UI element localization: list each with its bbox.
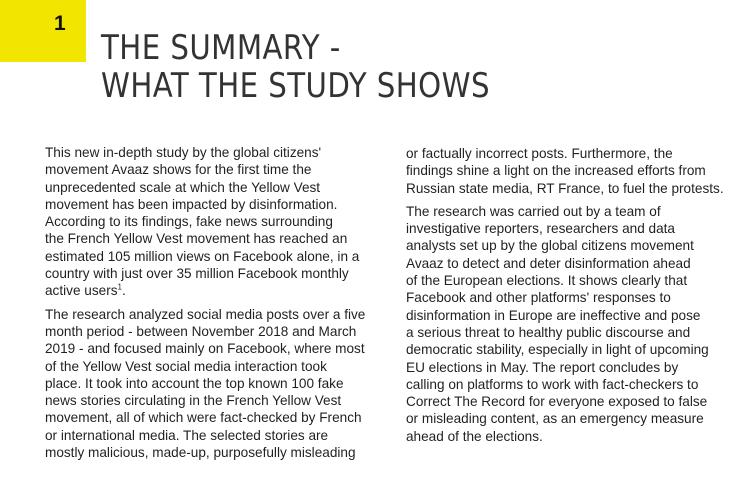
text-line: investigative reporters, researchers and data: [406, 221, 675, 237]
text-line: The research analyzed social media posts over a five: [45, 306, 366, 322]
text-line: estimated 105 million views on Facebook alone, in a: [45, 248, 360, 264]
text-line: mostly malicious, made-up, purposefully misleading: [45, 445, 356, 461]
left-paragraph-2: [45, 306, 395, 462]
text-line: movement, all of which were fact-checked by French: [45, 410, 362, 426]
text-line: country with just over 35 million Facebook monthly: [45, 266, 349, 282]
text-line: of the European elections. It shows clearly that: [406, 273, 688, 289]
text-line: place. It took into account the top known 100 fake: [45, 375, 344, 391]
title-line-2: WHAT THE STUDY SHOWS: [101, 66, 490, 106]
text-line: a serious threat to healthy public discourse and: [406, 324, 691, 340]
right-paragraph-2: [406, 203, 746, 445]
text-line: findings shine a light on the increased efforts from: [406, 163, 706, 179]
section-number: 1: [54, 12, 66, 35]
text-line: ahead of the elections.: [406, 428, 543, 444]
text-line: [45, 282, 395, 299]
text-line: the French Yellow Vest movement has reached an: [45, 231, 348, 247]
footnote-marker: 1: [117, 282, 122, 292]
section-number-badge: [0, 0, 86, 62]
text-fragment: .: [121, 283, 126, 299]
right-column: [406, 145, 746, 451]
text-line: This new in-depth study by the global citizens': [45, 145, 322, 160]
right-paragraph-1: [406, 145, 746, 197]
text-line: calling on platforms to work with fact-checkers to: [406, 376, 699, 392]
text-line: movement has been impacted by disinformation.: [45, 196, 338, 212]
text-line: Russian state media, RT France, to fuel the protests.: [406, 180, 724, 196]
text-line: disinformation in Europe are ineffective and pose: [406, 307, 701, 323]
text-line: news stories circulating in the French Yellow Vest: [45, 393, 342, 409]
text-line: Correct The Record for everyone exposed to false: [406, 394, 708, 410]
text-line: month period - between November 2018 and March: [45, 323, 357, 339]
text-line: Avaaz to detect and deter disinformation ahead: [406, 255, 691, 271]
text-line: movement Avaaz shows for the first time the: [45, 162, 312, 178]
text-line: EU elections in May. The report concludes by: [406, 359, 679, 375]
text-line: or factually incorrect posts. Furthermore, the: [406, 146, 673, 161]
text-line: The research was carried out by a team of: [406, 203, 661, 219]
text-line: or international media. The selected stories are: [45, 427, 329, 443]
title-line-1: THE SUMMARY -: [101, 28, 341, 68]
text-line: or misleading content, as an emergency measure: [406, 411, 704, 427]
text-line: Facebook and other platforms' responses to: [406, 290, 671, 306]
text-line: 2019 - and focused mainly on Facebook, where most: [45, 341, 365, 357]
text-line: According to its findings, fake news surrounding: [45, 214, 333, 230]
text-line: unprecedented scale at which the Yellow Vest: [45, 179, 321, 195]
left-column: [45, 144, 395, 467]
page-title: [101, 29, 490, 105]
text-line: of the Yellow Vest social media interaction took: [45, 358, 327, 374]
text-line: analysts set up by the global citizens movement: [406, 238, 694, 254]
text-fragment: active users: [45, 283, 118, 299]
text-line: democratic stability, especially in light of upcoming: [406, 342, 709, 358]
left-paragraph-1: [45, 144, 395, 300]
